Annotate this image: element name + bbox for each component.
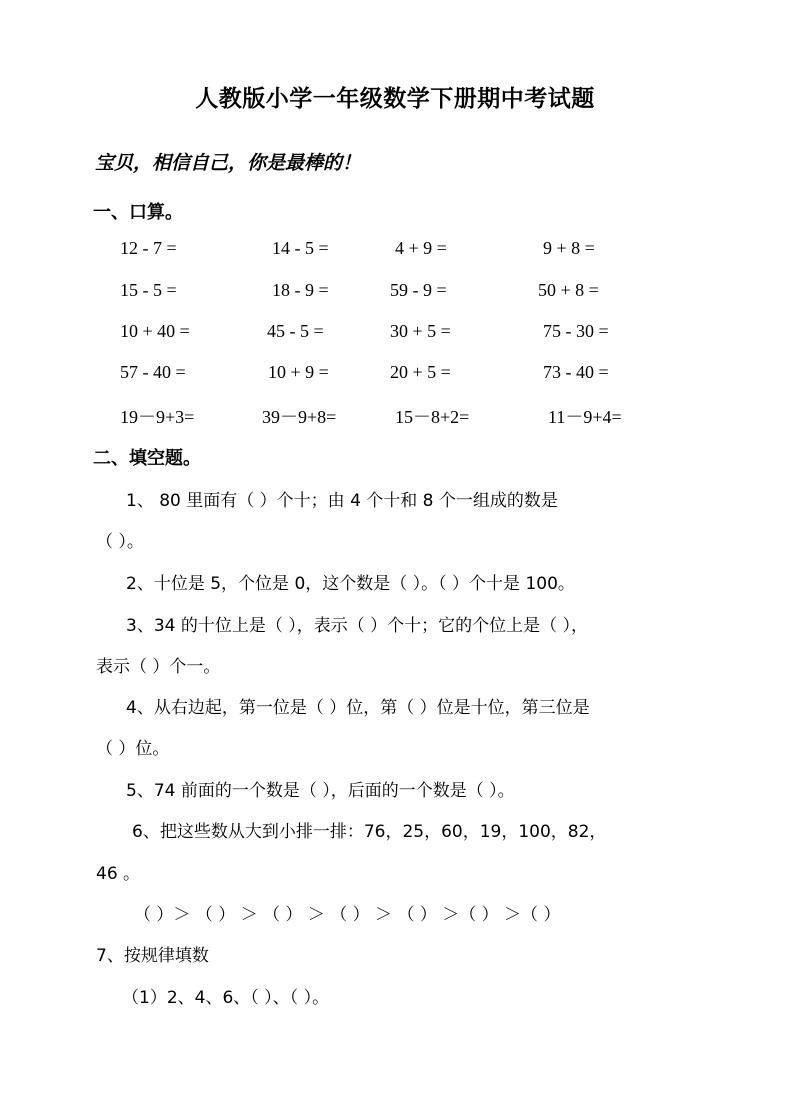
oral-problem: 39－9+8= bbox=[262, 407, 337, 427]
oral-problem: 57 - 40 = bbox=[120, 362, 186, 382]
question-line: 表示（ ）个一。 bbox=[96, 657, 221, 677]
oral-problem: 11－9+4= bbox=[548, 407, 622, 427]
question-line: （ ）。 bbox=[96, 532, 144, 552]
oral-problem: 19－9+3= bbox=[120, 407, 195, 427]
question-line: 6、把这些数从大到小排一排：76，25，60，19，100，82， bbox=[132, 822, 607, 842]
oral-problem: 45 - 5 = bbox=[267, 321, 324, 341]
section-heading-oral-math: 一、口算。 bbox=[93, 202, 183, 223]
oral-problem: 30 + 5 = bbox=[390, 321, 451, 341]
question-line: 1、 80 里面有（ ）个十；由 4 个十和 8 个一组成的数是 bbox=[126, 491, 558, 511]
question-line: 4、从右边起，第一位是（ ）位，第（ ）位是十位，第三位是 bbox=[126, 698, 590, 718]
oral-problem: 18 - 9 = bbox=[272, 280, 329, 300]
ordering-blanks: （ ）＞ （ ） ＞ （ ） ＞ （ ） ＞ （ ） ＞（ ） ＞（ ） bbox=[134, 905, 561, 925]
oral-problem: 75 - 30 = bbox=[543, 321, 609, 341]
page-title: 人教版小学一年级数学下册期中考试题 bbox=[195, 86, 595, 112]
question-line: （ ）位。 bbox=[96, 739, 170, 759]
oral-problem: 15－8+2= bbox=[395, 407, 470, 427]
oral-problem: 59 - 9 = bbox=[390, 280, 447, 300]
oral-problem: 12 - 7 = bbox=[120, 238, 177, 258]
section-heading-fill-blank: 二、填空题。 bbox=[93, 448, 201, 469]
oral-problem: 50 + 8 = bbox=[538, 280, 599, 300]
oral-problem: 73 - 40 = bbox=[543, 362, 609, 382]
oral-problem: 20 + 5 = bbox=[390, 362, 451, 382]
question-line: 2、十位是 5，个位是 0，这个数是（ ）。（ ）个十是 100。 bbox=[126, 574, 575, 594]
question-line: 46 。 bbox=[96, 864, 141, 884]
question-line: （1）2、4、6、（ ）、（ ）。 bbox=[122, 988, 330, 1008]
encouragement-line: 宝贝，相信自己，你是最棒的！ bbox=[95, 152, 362, 174]
section-heading-pattern: 7、按规律填数 bbox=[96, 946, 209, 966]
oral-problem: 10 + 40 = bbox=[120, 321, 190, 341]
question-line: 3、34 的十位上是（ ），表示（ ）个十；它的个位上是（ ）， bbox=[126, 616, 589, 636]
oral-problem: 15 - 5 = bbox=[120, 280, 177, 300]
oral-problem: 14 - 5 = bbox=[272, 238, 329, 258]
oral-problem: 9 + 8 = bbox=[543, 238, 595, 258]
question-line: 5、74 前面的一个数是（ ），后面的一个数是（ ）。 bbox=[126, 781, 515, 801]
oral-problem: 10 + 9 = bbox=[268, 362, 329, 382]
oral-problem: 4 + 9 = bbox=[395, 238, 447, 258]
